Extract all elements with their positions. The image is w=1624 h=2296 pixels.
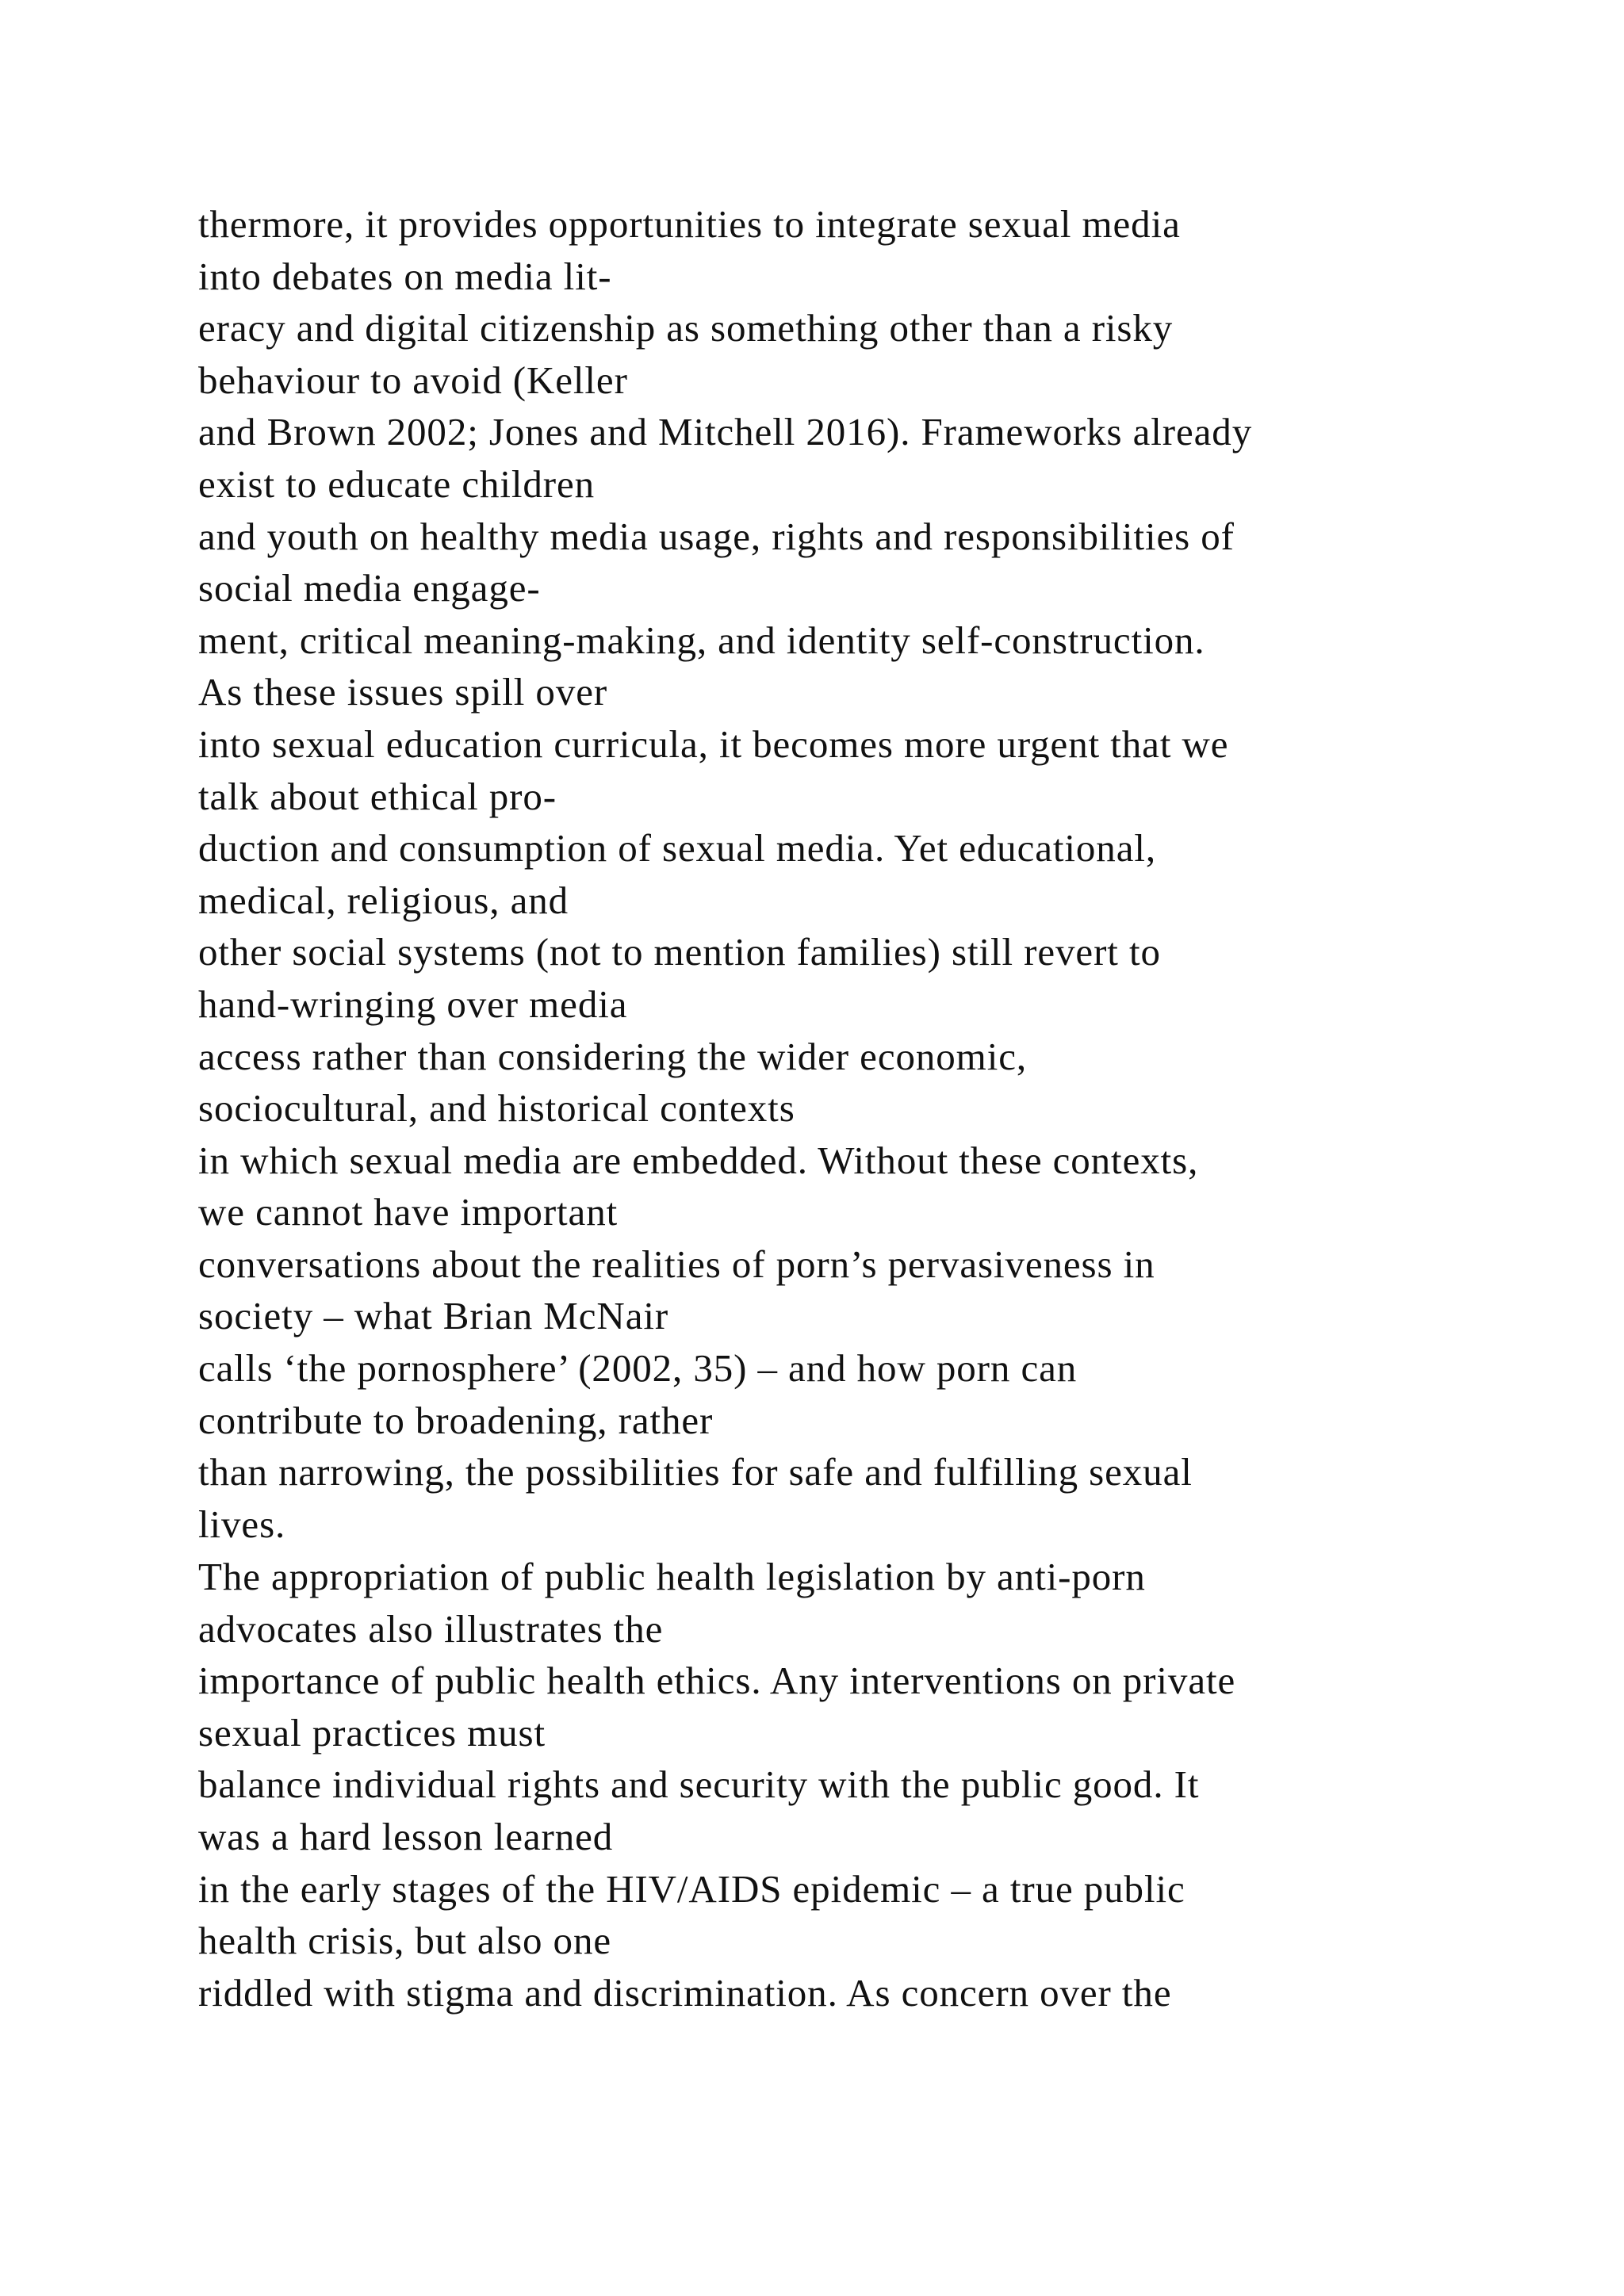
text-line: riddled with stigma and discrimination. As concern over the bbox=[198, 1970, 1172, 2015]
text-line: in which sexual media are embedded. Without these contexts, bbox=[198, 1138, 1199, 1182]
text-line: behaviour to avoid (Keller bbox=[198, 358, 628, 402]
text-line: than narrowing, the possibilities for safe and fulfilling sexual bbox=[198, 1450, 1193, 1494]
text-line: contribute to broadening, rather bbox=[198, 1398, 714, 1442]
text-line: society – what Brian McNair bbox=[198, 1294, 669, 1338]
text-line: conversations about the realities of porn’s pervasiveness in bbox=[198, 1242, 1155, 1286]
text-line: exist to educate children bbox=[198, 461, 596, 506]
text-line: and youth on healthy media usage, rights and responsibilities of bbox=[198, 514, 1235, 558]
text-line: access rather than considering the wider economic, bbox=[198, 1034, 1028, 1078]
text-line: medical, religious, and bbox=[198, 878, 569, 922]
text-line: into sexual education curricula, it becomes more urgent that we bbox=[198, 721, 1229, 766]
text-line: sexual practices must bbox=[198, 1710, 546, 1755]
paragraph-1 bbox=[198, 198, 1507, 1550]
text-line: in the early stages of the HIV/AIDS epidemic – a true public bbox=[198, 1866, 1185, 1911]
text-line: As these issues spill over bbox=[198, 670, 608, 714]
text-line: hand-wringing over media bbox=[198, 982, 628, 1026]
text-line: calls ‘the pornosphere’ (2002, 35) – and how porn can bbox=[198, 1346, 1078, 1391]
text-line: and Brown 2002; Jones and Mitchell 2016). Frameworks already bbox=[198, 410, 1253, 454]
text-line: health crisis, but also one bbox=[198, 1919, 611, 1963]
text-line: eracy and digital citizenship as something other than a risky bbox=[198, 306, 1174, 350]
text-line: sociocultural, and historical contexts bbox=[198, 1086, 795, 1131]
text-line: lives. bbox=[198, 1502, 286, 1546]
text-line: balance individual rights and security with the public good. It bbox=[198, 1762, 1200, 1807]
text-line: duction and consumption of sexual media. Yet educational, bbox=[198, 826, 1157, 871]
text-line: social media engage- bbox=[198, 566, 541, 610]
text-line: The appropriation of public health legislation by anti-porn bbox=[198, 1555, 1146, 1598]
text-line: we cannot have important bbox=[198, 1190, 619, 1234]
text-line: into debates on media lit- bbox=[198, 254, 612, 298]
text-line: importance of public health ethics. Any interventions on private bbox=[198, 1659, 1236, 1703]
text-line: talk about ethical pro- bbox=[198, 774, 557, 818]
text-line: ment, critical meaning-making, and identity self-construction. bbox=[198, 618, 1205, 662]
paragraph-2 bbox=[198, 1551, 1507, 2019]
text-line: advocates also illustrates the bbox=[198, 1606, 664, 1651]
text-line: other social systems (not to mention families) still revert to bbox=[198, 930, 1161, 974]
text-line: thermore, it provides opportunities to integrate sexual media bbox=[198, 202, 1181, 246]
text-line: was a hard lesson learned bbox=[198, 1814, 614, 1858]
